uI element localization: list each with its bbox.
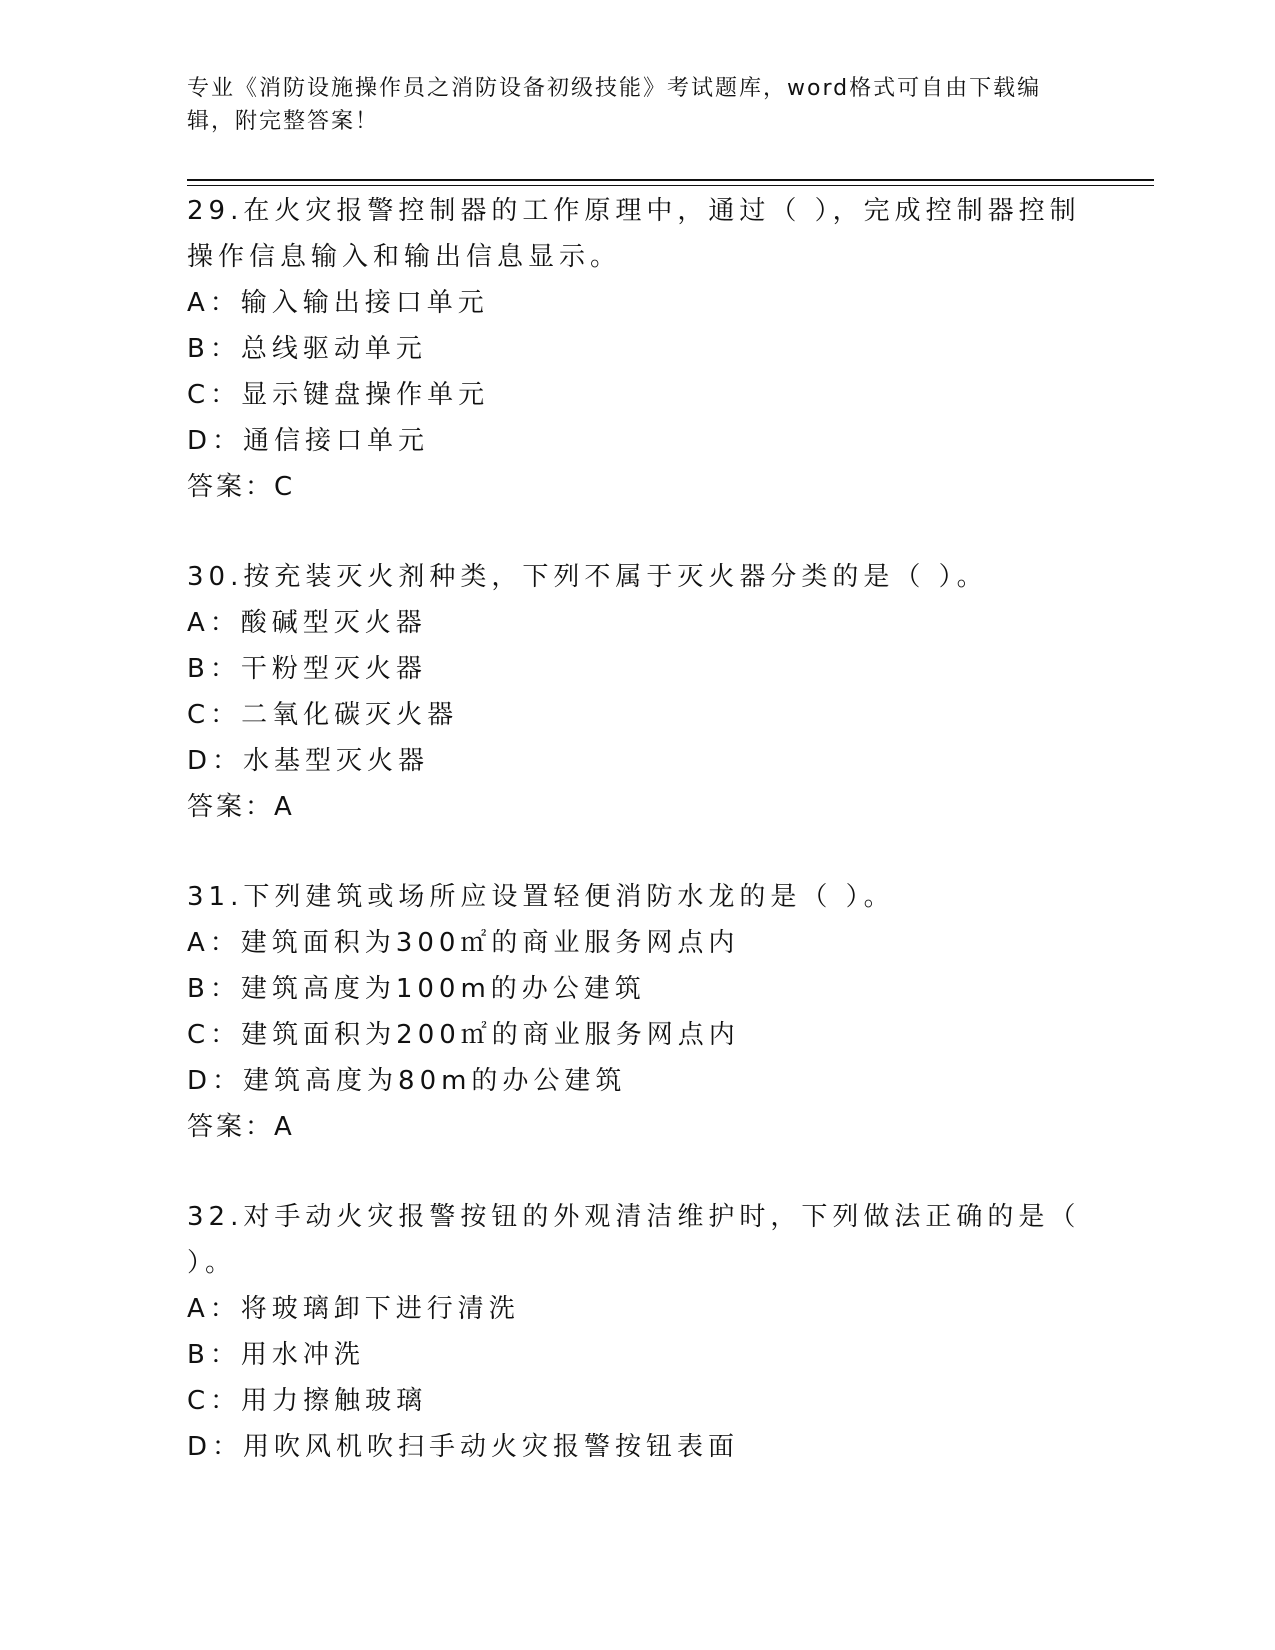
option-b: B：用水冲洗	[187, 1340, 365, 1370]
option-c: C：建筑面积为200㎡的商业服务网点内	[187, 1020, 740, 1050]
answer-line: 答案：A	[187, 792, 295, 822]
option-c: C：显示键盘操作单元	[187, 380, 490, 410]
option-b: B：干粉型灭火器	[187, 654, 427, 684]
question-31	[187, 874, 1087, 1150]
option-a: A：建筑面积为300㎡的商业服务网点内	[187, 928, 740, 958]
question-30	[187, 554, 1087, 830]
question-stem: 32.对手动火灾报警按钮的外观清洁维护时，下列做法正确的是（ ）。	[187, 1202, 1081, 1278]
answer-line: 答案：A	[187, 1112, 295, 1142]
option-d: D：建筑高度为80m的办公建筑	[187, 1066, 627, 1096]
option-a: A：酸碱型灭火器	[187, 608, 427, 638]
header-divider-thin	[187, 185, 1154, 186]
question-stem: 30.按充装灭火剂种类，下列不属于灭火器分类的是（ ）。	[187, 562, 988, 592]
option-b: B：总线驱动单元	[187, 334, 427, 364]
option-a: A：输入输出接口单元	[187, 288, 489, 318]
option-b: B：建筑高度为100m的办公建筑	[187, 974, 646, 1004]
option-a: A：将玻璃卸下进行清洗	[187, 1294, 520, 1324]
option-d: D：通信接口单元	[187, 426, 430, 456]
question-list	[187, 188, 1087, 1514]
question-stem: 31.下列建筑或场所应设置轻便消防水龙的是（ ）。	[187, 882, 895, 912]
option-c: C：二氧化碳灭火器	[187, 700, 459, 730]
answer-line: 答案：C	[187, 472, 296, 502]
option-c: C：用力擦触玻璃	[187, 1386, 428, 1416]
option-d: D：用吹风机吹扫手动火灾报警按钮表面	[187, 1432, 740, 1462]
question-29	[187, 188, 1087, 510]
question-stem: 29.在火灾报警控制器的工作原理中，通过（ ），完成控制器控制操作信息输入和输出信息显示。	[187, 196, 1081, 272]
option-d: D：水基型灭火器	[187, 746, 430, 776]
header-divider-thick	[187, 179, 1154, 181]
document-header: 专业《消防设施操作员之消防设备初级技能》考试题库，word格式可自由下载编辑，附完整答案！	[187, 76, 1042, 134]
question-32	[187, 1194, 1087, 1470]
